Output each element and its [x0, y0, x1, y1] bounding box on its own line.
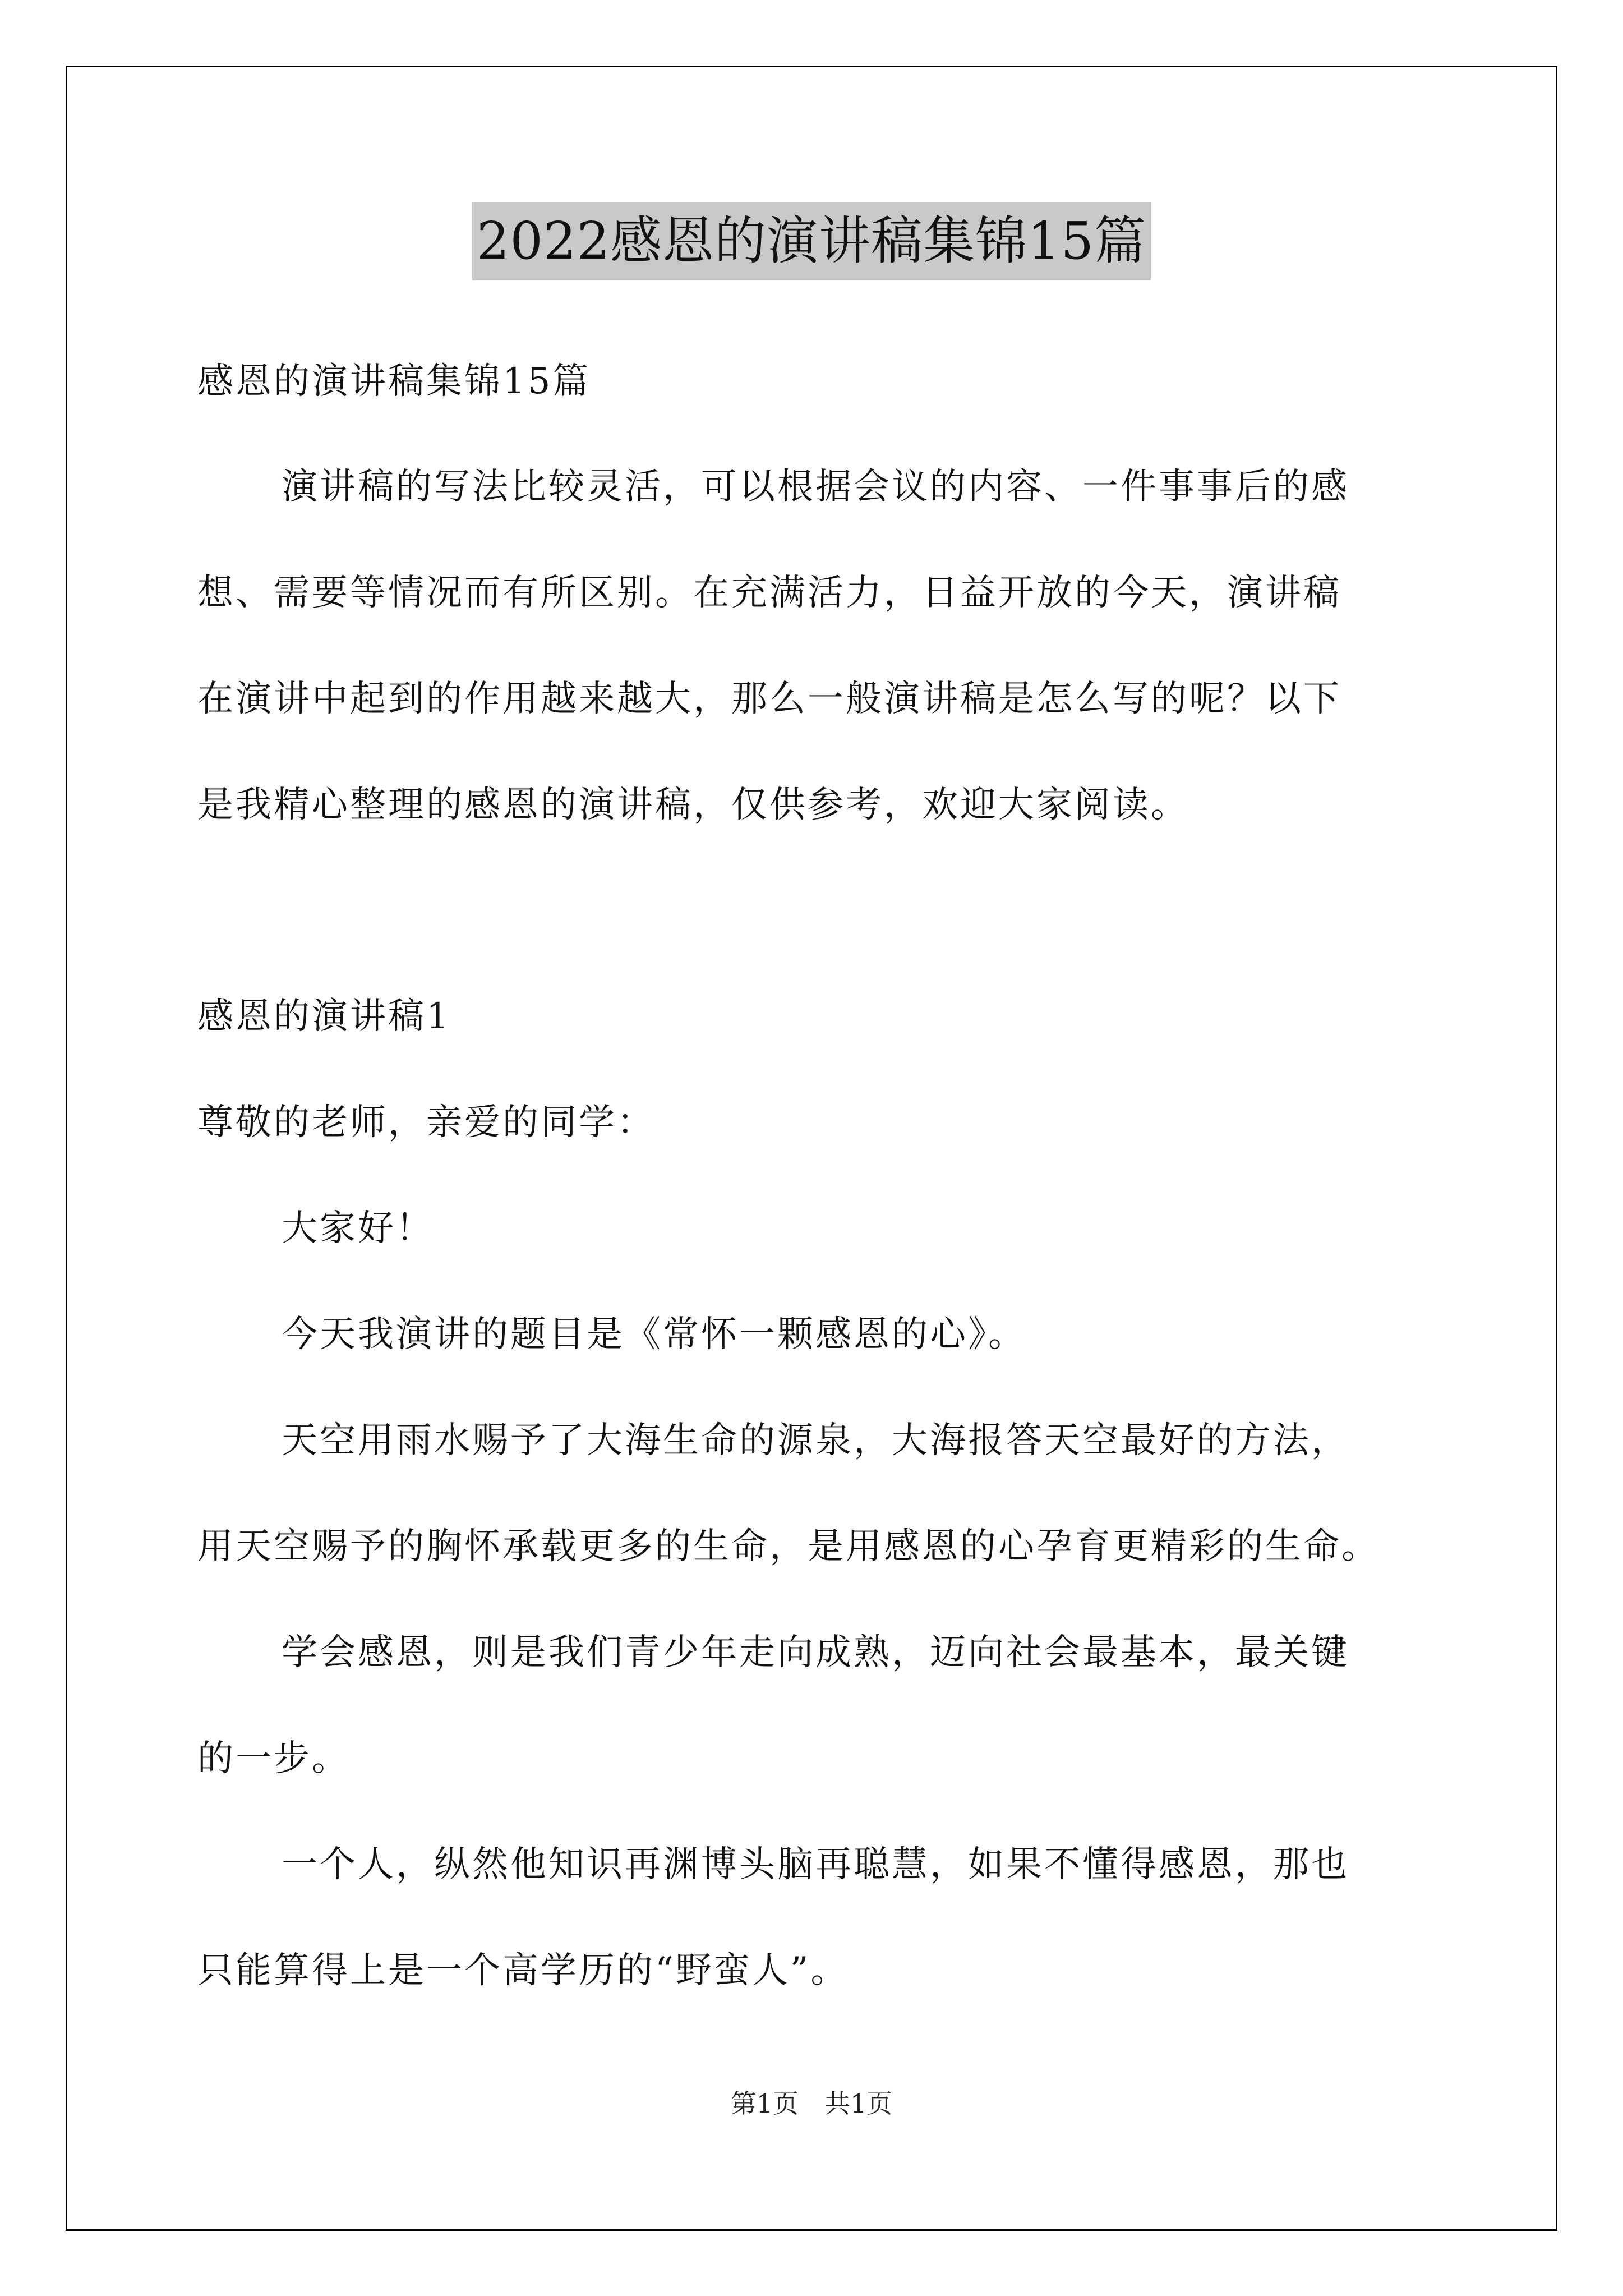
para1-line-2: 用天空赐予的胸怀承载更多的生命，是用感恩的心孕育更精彩的生命。	[197, 1526, 1380, 1567]
salutation: 尊敬的老师，亲爱的同学：	[197, 1102, 655, 1143]
para2-line-2: 的一步。	[197, 1738, 350, 1779]
intro-line-2: 想、需要等情况而有所区别。在充满活力，日益开放的今天，演讲稿	[197, 572, 1341, 614]
intro-line-4: 是我精心整理的感恩的演讲稿，仅供参考，欢迎大家阅读。	[197, 784, 1189, 826]
para3-line-1: 一个人，纵然他知识再渊博头脑再聪慧，如果不懂得感恩，那也	[282, 1844, 1349, 1885]
topic-line: 今天我演讲的题目是《常怀一颗感恩的心》。	[282, 1314, 1026, 1355]
document-title: 2022感恩的演讲稿集锦15篇	[472, 202, 1151, 280]
para1-line-1: 天空用雨水赐予了大海生命的源泉，大海报答天空最好的方法，	[282, 1420, 1349, 1461]
section-heading: 感恩的演讲稿1	[197, 996, 451, 1037]
para2-line-1: 学会感恩，则是我们青少年走向成熟，迈向社会最基本，最关键	[282, 1632, 1349, 1673]
para3-line-2: 只能算得上是一个高学历的“野蛮人”。	[197, 1950, 849, 1991]
intro-line-1: 演讲稿的写法比较灵活，可以根据会议的内容、一件事事后的感	[282, 466, 1349, 508]
title-container	[0, 202, 1623, 280]
greeting: 大家好！	[282, 1208, 434, 1249]
subtitle: 感恩的演讲稿集锦15篇	[197, 361, 591, 402]
page-footer: 第1页 共1页	[730, 2088, 893, 2119]
intro-line-3: 在演讲中起到的作用越来越大，那么一般演讲稿是怎么写的呢？以下	[197, 678, 1341, 720]
